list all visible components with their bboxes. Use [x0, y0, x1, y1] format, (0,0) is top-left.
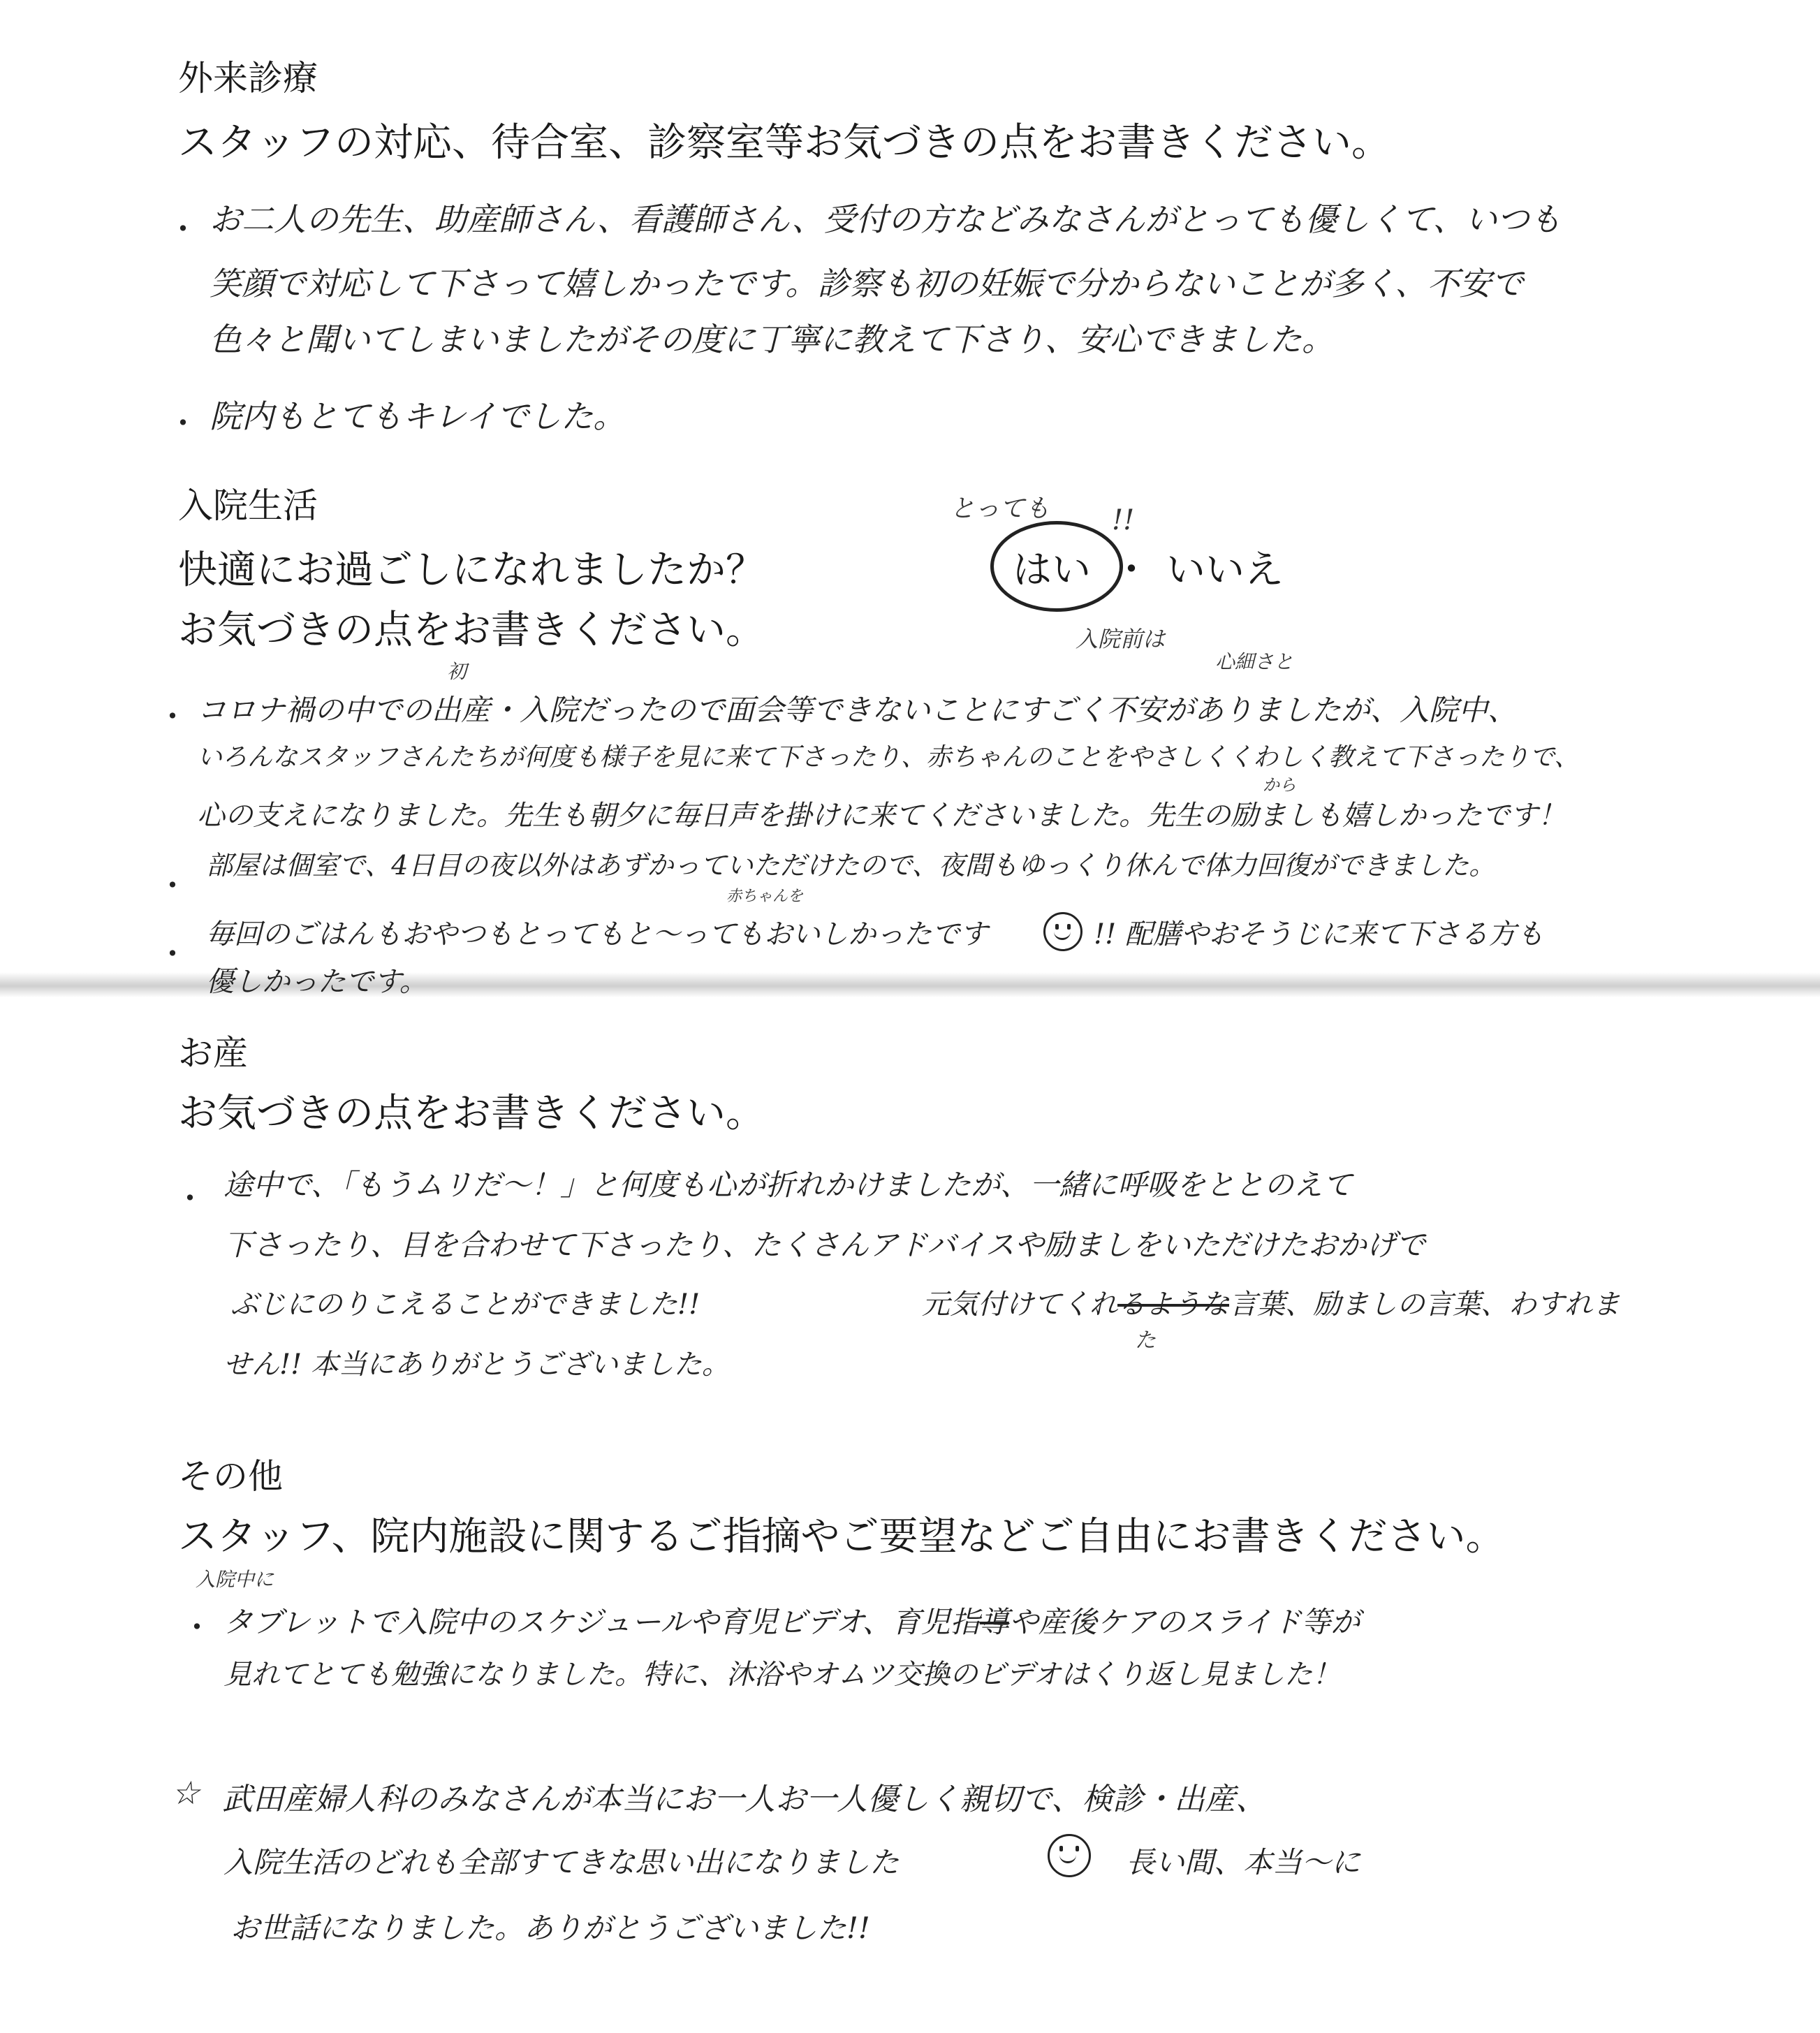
closing-line3: お世話になりました。ありがとうございました!! — [230, 1911, 870, 1945]
star-icon: ☆ — [171, 1774, 200, 1812]
note-hatsu: 初 — [447, 660, 467, 683]
struck-text: るような — [1117, 1289, 1229, 1321]
smiley-icon — [1043, 912, 1083, 951]
note-akachan: 赤ちゃんを — [726, 888, 804, 905]
note-kara: から — [1263, 775, 1296, 795]
bullet: ・ — [157, 868, 188, 904]
prompt-other: スタッフ、院内施設に関するご指摘やご要望などご自由にお書きください。 — [178, 1514, 1505, 1559]
answer-delivery-line3b: 元気付けてくれるような言葉、励ましの言葉、わすれま — [922, 1289, 1620, 1321]
closing-line2a: 入院生活のどれも全部すてきな思い出になりました — [223, 1845, 900, 1879]
answer-other-line2: 見れてとても勉強になりました。特に、沐浴やオムツ交換のビデオはくり返し見ました！ — [223, 1659, 1341, 1691]
note-nyuinchuni: 入院中に — [196, 1568, 274, 1591]
prompt-outpatient: スタッフの対応、待合室、診察室等お気づきの点をお書きください。 — [178, 120, 1390, 166]
prompt-hospital-life: お気づきの点をお書きください。 — [178, 608, 765, 653]
struck-text: 導 — [979, 1605, 1009, 1639]
section-title-delivery: お産 — [178, 1033, 248, 1073]
section-title-outpatient: 外来診療 — [178, 58, 318, 98]
answer-outpatient-line1: お二人の先生、助産師さん、看護師さん、受付の方などみなさんがとっても優しくて、いつも — [210, 200, 1562, 238]
note-exclamation: !! — [1112, 504, 1135, 536]
answer-meals-line1: 毎回のごはんもおやつもとってもと〜ってもおいしかったです — [206, 918, 988, 951]
closing-line1: 武田産婦人科のみなさんが本当にお一人お一人優しく親切で、検診・出産、 — [222, 1782, 1267, 1817]
answer-outpatient-line3: 色々と聞いてしまいましたがその度に丁寧に教えて下さり、安心できました。 — [210, 321, 1334, 358]
prompt-comfortable: 快適にお過ごしになれましたか？ — [178, 548, 765, 593]
smiley-icon — [1048, 1834, 1091, 1877]
answer-meals-line2: 優しかったです。 — [206, 966, 427, 998]
section-title-other: その他 — [178, 1456, 283, 1497]
note-totemo: とっても — [950, 494, 1050, 523]
answer-other-line1: タブレットで入院中のスケジュールや育児ビデオ、育児指導や産後ケアのスライド等が — [223, 1605, 1360, 1639]
bullet: ・ — [157, 937, 188, 972]
bullet: ・ — [168, 406, 198, 441]
answer-outpatient-clean: 院内もとてもキレイでした。 — [210, 397, 626, 435]
bullet: ・ — [182, 1610, 212, 1645]
answer-delivery-line4: せん!! 本当にありがとうございました。 — [223, 1349, 730, 1381]
prompt-delivery: お気づきの点をお書きください。 — [178, 1091, 765, 1136]
answer-outpatient-line2: 笑顔で対応して下さって嬉しかったです。診察も初の妊娠で分からないことが多く、不安で — [210, 265, 1524, 302]
answer-room: 部屋は個室で、4日目の夜以外はあずかっていただけたので、夜間もゆっくり休んで体力回復ができました。 — [206, 850, 1496, 881]
answer-meals-line1b: !! 配膳やおそうじに来て下さる方も — [1094, 918, 1544, 951]
option-separator: ・ — [1112, 548, 1151, 593]
note-ta: た — [1135, 1328, 1156, 1353]
answer-hospital-line3: 心の支えになりました。先生も朝夕に毎日声を掛けに来てくださいました。先生の励ましも嬉しかったです！ — [197, 800, 1566, 832]
option-no: いいえ — [1166, 548, 1284, 593]
bullet: ・ — [175, 1181, 205, 1217]
closing-line2b: 長い間、本当〜に — [1126, 1845, 1361, 1879]
option-yes: はい — [1013, 548, 1091, 593]
answer-delivery-line2: 下さったり、目を合わせて下さったり、たくさんアドバイスや励ましをいただけたおかげで — [223, 1228, 1425, 1262]
bullet: ・ — [157, 699, 188, 735]
bullet: ・ — [168, 212, 198, 247]
answer-delivery-line3a: ぶじにのりこえることができました!! — [230, 1289, 700, 1321]
note-kokorobososa: 心細さと — [1215, 650, 1294, 673]
answer-hospital-line1: コロナ禍の中での出産・入院だったので面会等できないことにすごく不安がありましたが、入院中、 — [197, 693, 1518, 727]
answer-delivery-line1: 途中で、「もうムリだ〜！」と何度も心が折れかけましたが、一緒に呼吸をととのえて — [223, 1168, 1353, 1202]
answer-hospital-line2: いろんなスタッフさんたちが何度も様子を見に来て下さったり、赤ちゃんのことをやさしくくわしく教えて下さったりで、 — [197, 743, 1580, 772]
note-before-admission: 入院前は — [1076, 626, 1166, 652]
section-title-hospital-life: 入院生活 — [178, 485, 318, 526]
